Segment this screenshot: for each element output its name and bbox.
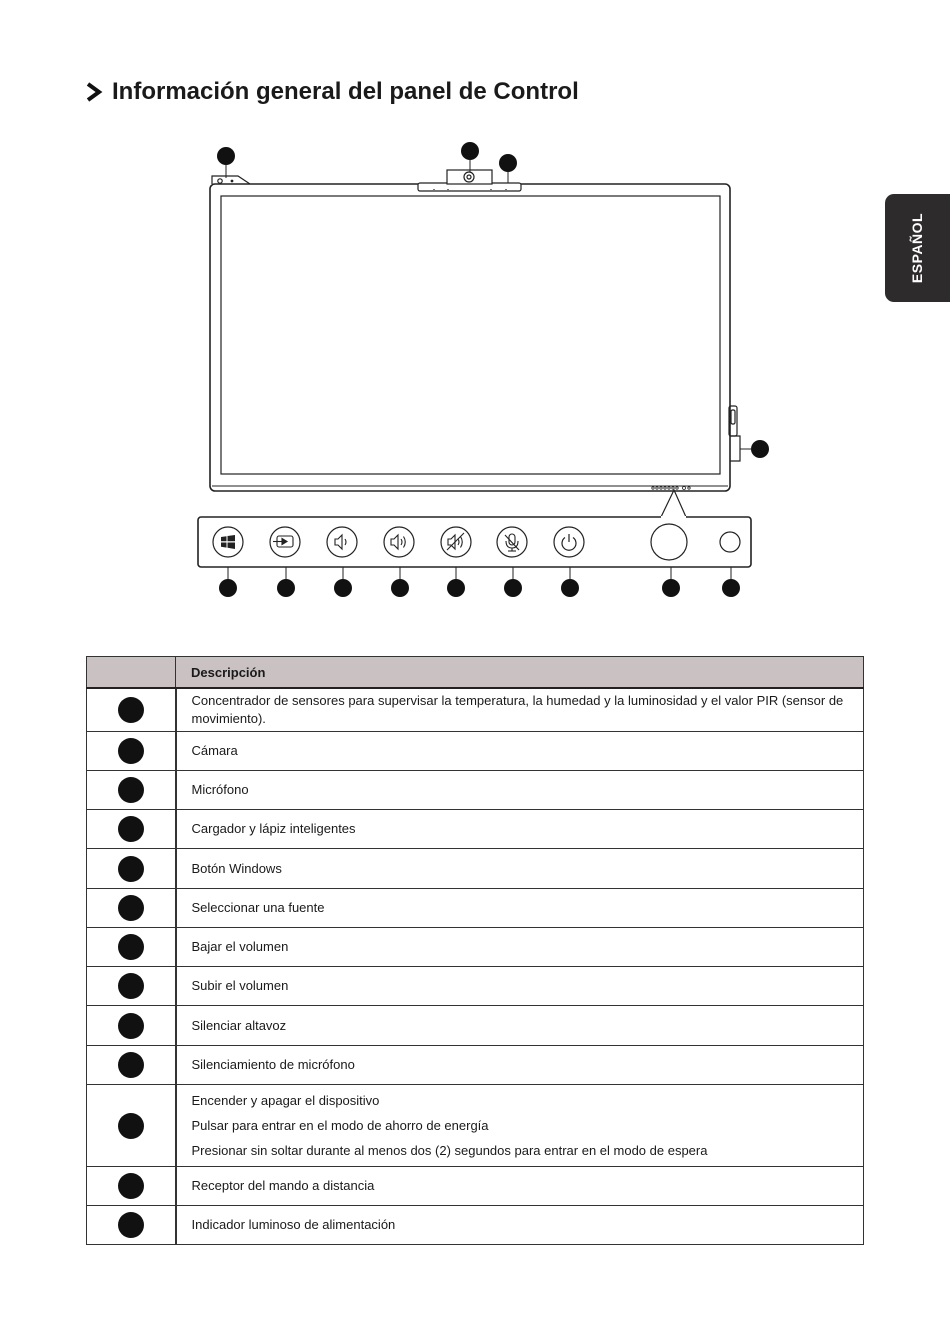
row-description: Silenciamiento de micrófono <box>176 1046 864 1085</box>
callout-marker-icon <box>118 777 144 803</box>
number-column-header <box>87 657 176 689</box>
callout-marker-icon <box>118 697 144 723</box>
camera-module <box>418 170 521 191</box>
page-title-text: Información general del panel de Control <box>112 78 579 105</box>
row-description: Receptor del mando a distancia <box>176 1167 864 1206</box>
table-row <box>87 928 864 967</box>
callout-marker-icon <box>118 1052 144 1078</box>
table-row <box>87 889 864 928</box>
callout-marker-icon <box>118 1013 144 1039</box>
row-description: Indicador luminoso de alimentación <box>176 1206 864 1245</box>
row-description: Subir el volumen <box>176 967 864 1006</box>
callout-marker-icon <box>118 1212 144 1238</box>
table-row <box>87 810 864 849</box>
description-table <box>86 656 864 1245</box>
row-description: Micrófono <box>176 771 864 810</box>
sensor-hub <box>212 176 250 184</box>
row-description: Silenciar altavoz <box>176 1006 864 1046</box>
row-description: Seleccionar una fuente <box>176 889 864 928</box>
row-description: Concentrador de sensores para supervisar la temperatura, la humedad y la luminosidad y el valor PIR (sensor de movimiento). <box>176 688 864 732</box>
table-row <box>87 849 864 889</box>
row-description: Cargador y lápiz inteligentes <box>176 810 864 849</box>
table-row <box>87 1206 864 1245</box>
panel-diagram <box>0 0 950 640</box>
row-description: Botón Windows <box>176 849 864 889</box>
table-row <box>87 1085 864 1167</box>
table-row <box>87 1167 864 1206</box>
callout-marker-icon <box>118 1173 144 1199</box>
table-row <box>87 732 864 771</box>
callout-marker-icon <box>118 816 144 842</box>
display-screen <box>221 196 720 474</box>
table-row <box>87 1006 864 1046</box>
description-column-header: Descripción <box>176 657 864 689</box>
row-description: Encender y apagar el dispositivo Pulsar para entrar en el modo de ahorro de energía Presionar sin soltar durante al menos dos (2) segundos para entrar en el modo de espera <box>176 1085 864 1167</box>
table-row <box>87 1046 864 1085</box>
callout-marker-icon <box>118 1113 144 1139</box>
language-tab-label: ESPAÑOL <box>909 212 926 284</box>
table-row <box>87 771 864 810</box>
callout-marker-icon <box>118 856 144 882</box>
callout-marker-icon <box>118 934 144 960</box>
callout-marker-icon <box>118 738 144 764</box>
row-description: Cámara <box>176 732 864 771</box>
row-description: Bajar el volumen <box>176 928 864 967</box>
table-row <box>87 967 864 1006</box>
panel-illustration <box>0 0 950 640</box>
callout-marker-icon <box>118 973 144 999</box>
table-header-row <box>87 657 864 689</box>
callout-marker-icon <box>118 895 144 921</box>
table-row <box>87 688 864 732</box>
